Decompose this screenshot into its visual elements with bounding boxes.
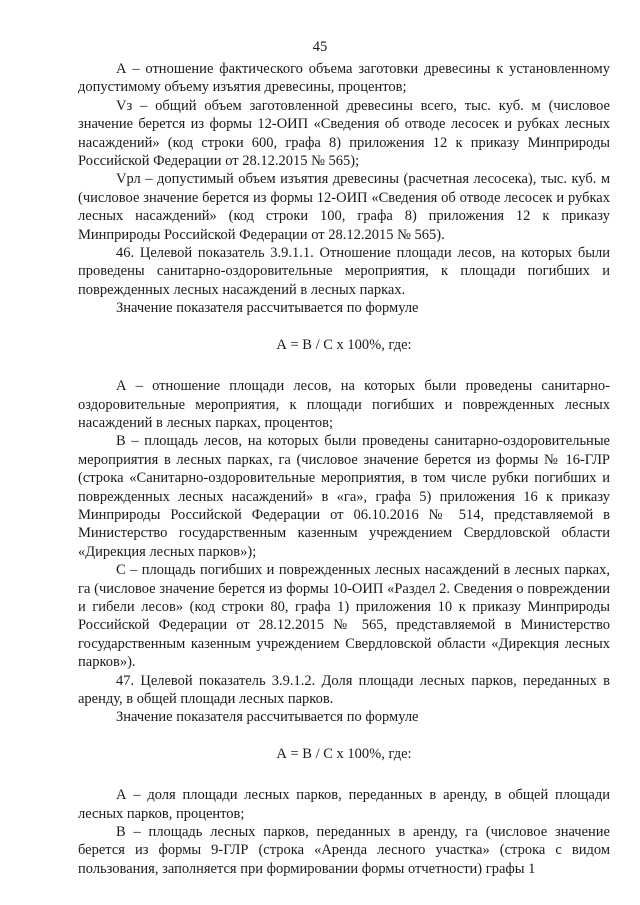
paragraph-indicator-47: 47. Целевой показатель 3.9.1.2. Доля площади лесных парков, переданных в аренду, в общей площади лесных парков. [78, 672, 610, 707]
paragraph-definition-a: А – отношение площади лесов, на которых были проведены санитарно-оздоровительные мероприятия, к площади погибших и поврежденных лесных насаждений в лесных парках, процентов; [78, 378, 610, 431]
paragraph-definition-vz: Vз – общий объем заготовленной древесины всего, тыс. куб. м (числовое значение берется из формы 12-ОИП «Сведения об отводе лесосек и рубках лесных насаждений» (код строки 600, графа 8) приложения 12 к приказу Минприроды Российской Федерации от 28.12.2015 № 565); [78, 97, 610, 170]
paragraph-definition-b: В – площадь лесов, на которых были проведены санитарно-оздоровительные мероприятия в лесных парках, га (числовое значение берется из формы № 16-ГЛР (строка «Санитарно-оздоровительные мероприятия, в том числе рубки погибших и поврежденных лесных насаждений» в «га», графа 5) приложения 16 к приказу Минприроды Российской Федерации от 06.10.2016 № 514, представляемой в Министерство государственным казенным учреждением Свердловской области «Дирекция лесных парков»); [78, 433, 610, 560]
page-number: 45 [312, 39, 328, 55]
paragraph-indicator-46: 46. Целевой показатель 3.9.1.1. Отношение площади лесов, на которых были проведены санитарно-оздоровительные мероприятия, к площади погибших и поврежденных лесных насаждений в лесных парках. [78, 245, 610, 298]
document-body [78, 60, 610, 878]
paragraph-definition-vrl: Vрл – допустимый объем изъятия древесины (расчетная лесосека), тыс. куб. м (числовое значение берется из формы 12-ОИП «Сведения об отводе лесосек и рубках лесных насаждений» (код строки 100, графа 8) приложения 12 к приказу Минприроды Российской Федерации от 28.12.2015 № 565). [78, 171, 610, 243]
formula: А = В / С х 100%, где: [276, 745, 412, 762]
paragraph-definition-a: А – доля площади лесных парков, переданных в аренду, в общей площади лесных парков, процентов; [78, 787, 610, 822]
paragraph-definition-b: В – площадь лесных парков, переданных в аренду, га (числовое значение берется из формы 9-ГЛР (строка «Аренда лесного участка» (строка с видом пользования, заполняется при формировании формы отчетности) графы 1 [78, 824, 610, 877]
formula: А = В / С х 100%, где: [276, 336, 412, 353]
paragraph-formula-intro: Значение показателя рассчитывается по формуле [116, 300, 419, 317]
paragraph-definition-a: А – отношение фактического объема заготовки древесины к установленному допустимому объему изъятия древесины, процентов; [78, 61, 610, 96]
paragraph-formula-intro: Значение показателя рассчитывается по формуле [116, 709, 419, 726]
paragraph-definition-c: С – площадь погибших и поврежденных лесных насаждений в лесных парках, га (числовое значение берется из формы 10-ОИП «Раздел 2. Сведения о повреждении и гибели лесов» (код строки 80, графа 1) приложения 10 к приказу Минприроды Российской Федерации от 28.12.2015 № 565, представляемой в Министерство государственным казенным учреждением Свердловской области «Дирекция лесных парков»). [78, 562, 610, 671]
